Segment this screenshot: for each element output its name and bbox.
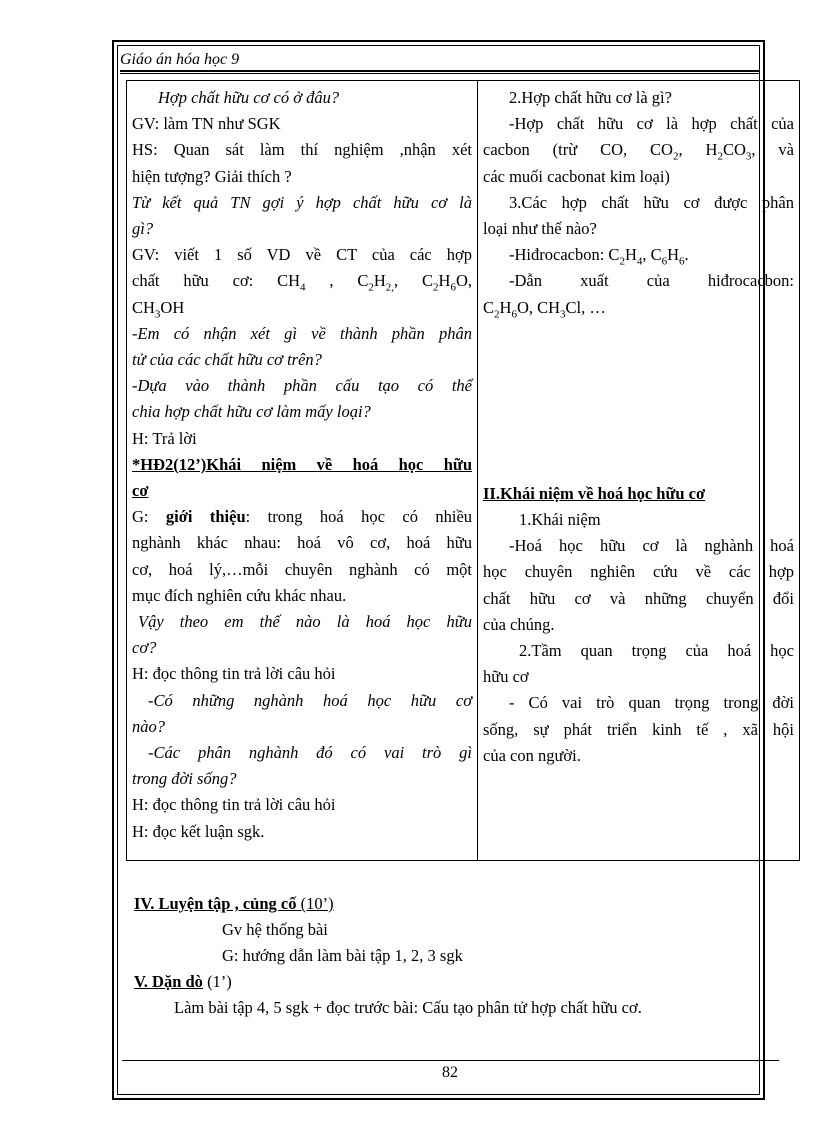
text-line: học chuyên nghiên cứu về các hợp [483, 562, 794, 582]
text-line: - Có vai trò quan trọng trong đời [509, 693, 794, 713]
text-line: H: đọc thông tin trả lời câu hỏi [132, 795, 336, 815]
header-title: Giáo án hóa học 9 [120, 51, 240, 68]
text-line: -Hoá học hữu cơ là nghành hoá [509, 536, 794, 556]
page-header [120, 50, 760, 70]
footer-rule [122, 1060, 779, 1061]
text-line: các muối cacbonat kim loại) [483, 166, 670, 186]
text-line: mục đích nghiên cứu khác nhau. [132, 585, 347, 605]
formula-line: -Hiđrocacbon: $C_2H_4$, $C_6H_6$. [509, 245, 689, 268]
text-line: -Dẫn xuất của hiđrocacbon: [509, 271, 794, 291]
text-line: H: đọc thông tin trả lời câu hỏi [132, 664, 336, 684]
text-line: chất hữu cơ và những chuyển đổi [483, 588, 794, 608]
subheading: hữu cơ [483, 667, 529, 687]
text-line: hiện tượng? Giải thích ? [132, 166, 292, 186]
text-line: H: đọc kết luận sgk. [132, 821, 265, 841]
question-line: nào? [132, 716, 165, 736]
question-line: gì? [132, 219, 154, 239]
section-v-heading: V. Dặn dò (1’) [134, 972, 232, 991]
text-line: H: Trả lời [132, 428, 197, 448]
section-heading: II.Khái niệm về hoá học hữu cơ [483, 483, 706, 503]
text-line: nghành khác nhau: hoá vô cơ, hoá hữu [132, 533, 472, 553]
activity-heading: cơ [132, 481, 149, 501]
text-line: HS: Quan sát làm thí nghiệm ,nhận xét [132, 140, 472, 160]
text-line: sống, sự phát triển kinh tế , xã hội [483, 719, 794, 739]
question-line: tử của các chất hữu cơ trên? [132, 350, 322, 370]
text-line: Làm bài tập 4, 5 sgk + đọc trước bài: Cấu tạo phân tử hợp chất hữu cơ. [174, 998, 642, 1017]
text-line: Gv hệ thống bài [222, 920, 328, 939]
subheading: 3.Các hợp chất hữu cơ được phân [509, 192, 794, 212]
subheading: 2.Tầm quan trọng của hoá học [519, 641, 794, 661]
section-iv-heading: IV. Luyện tập , củng cố (10’) [134, 894, 334, 913]
spacer [483, 321, 794, 481]
question-line: trong đời sống? [132, 769, 237, 789]
question-line: -Có những nghành hoá học hữu cơ [148, 690, 472, 710]
formula-line: $CH_3OH$ [132, 297, 185, 320]
text-line: của chúng. [483, 614, 555, 634]
question-line: Từ kết quả TN gợi ý hợp chất hữu cơ là [132, 192, 472, 212]
lesson-table [126, 80, 800, 861]
text-line: loại như thế nào? [483, 219, 597, 239]
formula-line: cacbon (trừ CO, $CO_2$, $H_2CO_3$, và [483, 140, 794, 163]
subheading: 1.Khái niệm [519, 510, 601, 530]
subheading: 2.Hợp chất hữu cơ là gì? [509, 88, 672, 107]
question-line: -Em có nhận xét gì về thành phần phân [132, 323, 472, 343]
header-rule [120, 70, 760, 72]
formula-line: chất hữu cơ: $CH_4$ , $C_2H_{2,}$, $C_2H_6O$, [132, 271, 472, 294]
question-line: -Dựa vào thành phần cấu tạo có thể [132, 376, 472, 396]
lesson-summary [134, 891, 774, 1021]
question-line: -Các phân nghành đó có vai trò gì [148, 743, 472, 763]
text-line: cơ, hoá lý,…mỗi chuyên nghành có một [132, 559, 472, 579]
question-line: chia hợp chất hữu cơ làm mấy loại? [132, 402, 371, 422]
teacher-student-activity-column [127, 81, 478, 861]
text-line: GV: viết 1 số VD về CT của các hợp [132, 245, 472, 265]
text-line: của con người. [483, 745, 581, 765]
text-line: G: giới thiệu: trong hoá học có nhiều [132, 507, 473, 527]
formula-line: $C_2H_6O$, $CH_3Cl$, … [483, 297, 606, 320]
text-line: G: hướng dẫn làm bài tập 1, 2, 3 sgk [222, 946, 463, 965]
question-line: Vậy theo em thế nào là hoá học hữu [138, 612, 472, 632]
activity-heading: *HĐ2(12’)Khái niệm về hoá học hữu [132, 454, 472, 474]
header-rule-thin [120, 73, 760, 74]
lesson-content-column [478, 81, 800, 861]
text-line: -Hợp chất hữu cơ là hợp chất của [509, 114, 794, 134]
text-line: GV: làm TN như SGK [132, 114, 281, 134]
question-line: Hợp chất hữu cơ có ở đâu? [158, 88, 340, 107]
page-number: 82 [442, 1064, 458, 1081]
question-line: cơ? [132, 638, 157, 658]
